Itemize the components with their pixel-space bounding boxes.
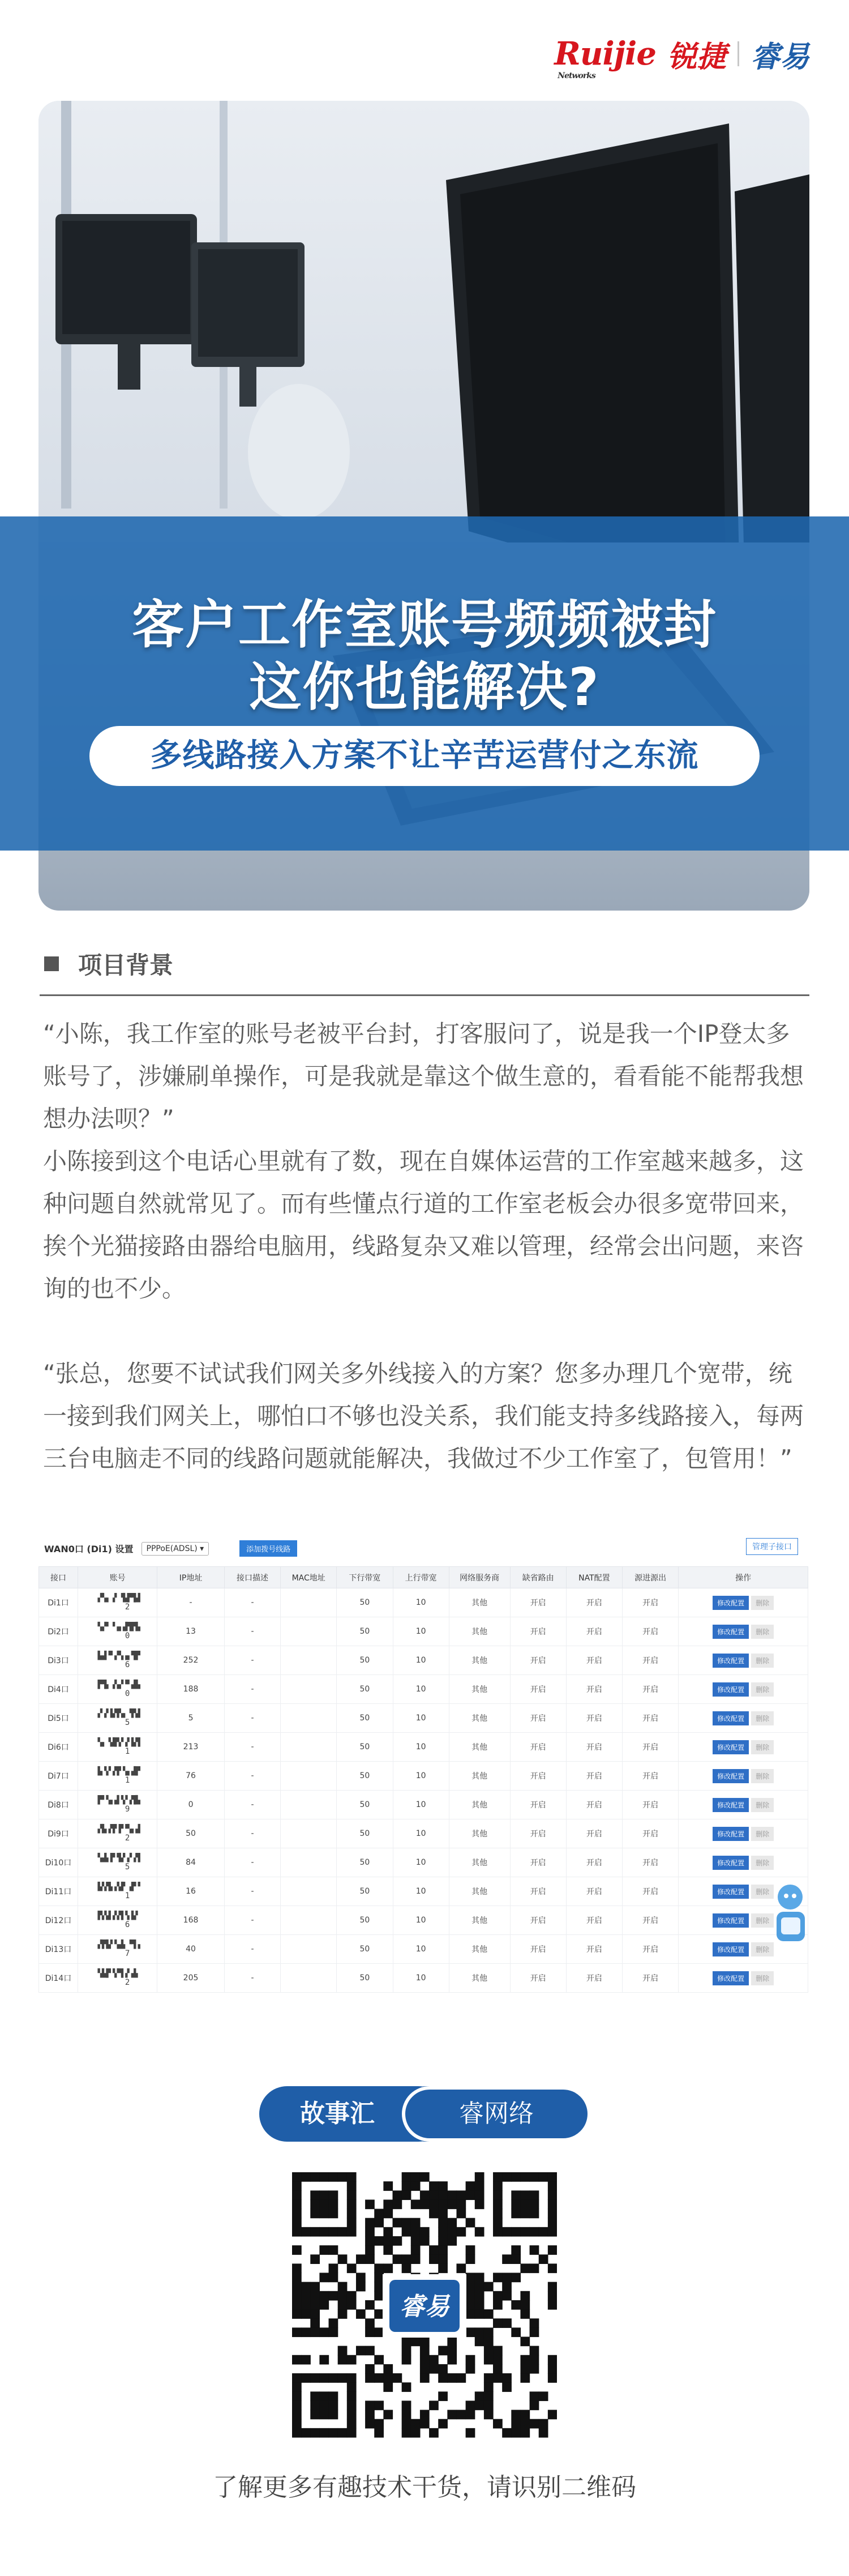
route-cell: 开启 <box>510 1588 566 1617</box>
uplink-cell: 10 <box>393 1588 449 1617</box>
table-row <box>39 1617 808 1646</box>
router-config-panel <box>38 1533 808 2026</box>
brand-cn: 锐捷 <box>667 40 726 74</box>
src-cell: 开启 <box>623 1906 679 1935</box>
mac-cell <box>281 1675 337 1704</box>
isp-cell: 其他 <box>449 1704 510 1733</box>
hero-subtitle: 多线路接入方案不让辛苦运营付之东流 <box>89 726 760 786</box>
nat-cell: 开启 <box>566 1935 622 1964</box>
src-cell: 开启 <box>623 1646 679 1675</box>
mac-cell <box>281 1646 337 1675</box>
router-toolbar <box>44 1540 297 1557</box>
isp-cell: 其他 <box>449 1762 510 1791</box>
table-row <box>39 1646 808 1675</box>
isp-cell: 其他 <box>449 1819 510 1848</box>
table-row <box>39 1675 808 1704</box>
square-bullet-icon <box>44 956 59 971</box>
ip-cell: 213 <box>157 1733 225 1762</box>
account-masked: ▞▛▙▘▚▟▖▝▜▗ <box>97 1940 140 1949</box>
account-cell <box>78 1935 157 1964</box>
nat-cell: 开启 <box>566 1588 622 1617</box>
interface-table <box>38 1566 808 1993</box>
tab-network[interactable]: 睿网络 <box>402 2086 591 2142</box>
action-cell <box>679 1762 808 1791</box>
ip-cell: 40 <box>157 1935 225 1964</box>
uplink-cell: 10 <box>393 1935 449 1964</box>
account-cell <box>78 1848 157 1877</box>
src-cell: 开启 <box>623 1935 679 1964</box>
downlink-cell: 50 <box>337 1819 393 1848</box>
account-tail: 0 <box>125 1689 130 1698</box>
src-cell: 开启 <box>623 1791 679 1819</box>
account-tail: 1 <box>125 1747 130 1756</box>
desc-cell: - <box>224 1675 280 1704</box>
nat-cell: 开启 <box>566 1791 622 1819</box>
story-paragraph-3: “张总，您要不试试我们网关多外线接入的方案？您多办理几个宽带，统一接到我们网关上，哪怕口不够也没关系，我们能支持多线路接入，每两三台电脑走不同的线路问题就能解决，我做过不少工作室了，包管用！” <box>43 1360 804 1472</box>
action-cell <box>679 1617 808 1646</box>
src-cell: 开启 <box>623 1588 679 1617</box>
table-row <box>39 1935 808 1964</box>
edit-config-button[interactable]: 修改配置 <box>713 1827 749 1841</box>
account-tail: 7 <box>125 1949 130 1958</box>
isp-cell: 其他 <box>449 1964 510 1993</box>
nat-cell: 开启 <box>566 1646 622 1675</box>
account-cell <box>78 1906 157 1935</box>
src-cell: 开启 <box>623 1964 679 1993</box>
port-cell: Di13口 <box>39 1935 78 1964</box>
account-cell <box>78 1588 157 1617</box>
ip-cell: 252 <box>157 1646 225 1675</box>
logo-divider <box>737 41 739 66</box>
route-cell: 开启 <box>510 1877 566 1906</box>
product-cn: 睿易 <box>750 40 809 74</box>
table-row <box>39 1848 808 1877</box>
isp-cell: 其他 <box>449 1617 510 1646</box>
mac-cell <box>281 1617 337 1646</box>
action-cell <box>679 1848 808 1877</box>
hero-title-line1: 客户工作室账号频频被封 <box>131 595 717 655</box>
table-row <box>39 1704 808 1733</box>
edit-config-button[interactable]: 修改配置 <box>713 1798 749 1812</box>
port-cell: Di11口 <box>39 1877 78 1906</box>
edit-config-button[interactable]: 修改配置 <box>713 1971 749 1985</box>
mac-cell <box>281 1848 337 1877</box>
downlink-cell: 50 <box>337 1791 393 1819</box>
account-tail: 6 <box>125 1920 130 1929</box>
manage-subinterface-button[interactable]: 管理子接口 <box>746 1538 798 1555</box>
edit-config-button[interactable]: 修改配置 <box>713 1856 749 1870</box>
wan-label: WAN0口 (Di1) 设置 <box>44 1544 134 1554</box>
mac-cell <box>281 1762 337 1791</box>
uplink-cell: 10 <box>393 1877 449 1906</box>
port-cell: Di6口 <box>39 1733 78 1762</box>
route-cell: 开启 <box>510 1964 566 1993</box>
delete-button[interactable]: 删除 <box>751 1885 774 1899</box>
account-cell <box>78 1791 157 1819</box>
nat-cell: 开启 <box>566 1848 622 1877</box>
edit-config-button[interactable]: 修改配置 <box>713 1942 749 1956</box>
section-divider <box>40 994 809 996</box>
nat-cell: 开启 <box>566 1906 622 1935</box>
ip-cell: 205 <box>157 1964 225 1993</box>
downlink-cell: 50 <box>337 1964 393 1993</box>
delete-button[interactable]: 删除 <box>751 1827 774 1841</box>
port-cell: Di10口 <box>39 1848 78 1877</box>
ip-cell: 16 <box>157 1877 225 1906</box>
port-cell: Di7口 <box>39 1762 78 1791</box>
table-header <box>39 1567 808 1588</box>
mode-select[interactable]: PPPoE(ADSL) ▾ <box>142 1542 209 1556</box>
isp-cell: 其他 <box>449 1646 510 1675</box>
port-cell: Di2口 <box>39 1617 78 1646</box>
account-masked: ▚▞▘▝▗▖▟▜▛▙ <box>97 1622 140 1631</box>
downlink-cell: 50 <box>337 1675 393 1704</box>
delete-button[interactable]: 删除 <box>751 1654 774 1668</box>
column-header: 操作 <box>679 1567 808 1588</box>
account-cell <box>78 1819 157 1848</box>
account-masked: ▙▚▜▖▞▟▘▗▛▝ <box>97 1882 140 1891</box>
isp-cell: 其他 <box>449 1848 510 1877</box>
account-cell <box>78 1733 157 1762</box>
downlink-cell: 50 <box>337 1588 393 1617</box>
isp-cell: 其他 <box>449 1791 510 1819</box>
action-cell <box>679 1646 808 1675</box>
route-cell: 开启 <box>510 1704 566 1733</box>
uplink-cell: 10 <box>393 1646 449 1675</box>
nat-cell: 开启 <box>566 1617 622 1646</box>
table-row <box>39 1791 808 1819</box>
desc-cell: - <box>224 1877 280 1906</box>
account-tail: 0 <box>125 1631 130 1641</box>
delete-button[interactable]: 删除 <box>751 1856 774 1870</box>
delete-button[interactable]: 删除 <box>751 1625 774 1639</box>
ip-cell: 5 <box>157 1704 225 1733</box>
desc-cell: - <box>224 1906 280 1935</box>
account-masked: ▚▖▝▟▛▞▗▘▙▜ <box>97 1738 140 1747</box>
route-cell: 开启 <box>510 1848 566 1877</box>
nat-cell: 开启 <box>566 1733 622 1762</box>
delete-button[interactable]: 删除 <box>751 1769 774 1783</box>
account-tail: 5 <box>125 1862 130 1872</box>
ip-cell: 76 <box>157 1762 225 1791</box>
mac-cell <box>281 1964 337 1993</box>
account-cell <box>78 1762 157 1791</box>
column-header: 上行带宽 <box>393 1567 449 1588</box>
port-cell: Di5口 <box>39 1704 78 1733</box>
isp-cell: 其他 <box>449 1906 510 1935</box>
action-cell <box>679 1704 808 1733</box>
desc-cell: - <box>224 1733 280 1762</box>
edit-config-button[interactable]: 修改配置 <box>713 1596 749 1610</box>
ruijie-logo <box>554 34 809 80</box>
edit-config-button[interactable]: 修改配置 <box>713 1885 749 1899</box>
isp-cell: 其他 <box>449 1935 510 1964</box>
downlink-cell: 50 <box>337 1617 393 1646</box>
downlink-cell: 50 <box>337 1935 393 1964</box>
account-tail: 9 <box>125 1805 130 1814</box>
desc-cell: - <box>224 1762 280 1791</box>
account-masked: ▞▚▖▗▘▝▙▛▜▟ <box>97 1594 140 1603</box>
uplink-cell: 10 <box>393 1848 449 1877</box>
downlink-cell: 50 <box>337 1762 393 1791</box>
ip-cell: 13 <box>157 1617 225 1646</box>
qr-logo-text: 睿易 <box>400 2292 449 2321</box>
column-header: 账号 <box>78 1567 157 1588</box>
src-cell: 开启 <box>623 1675 679 1704</box>
action-cell <box>679 1675 808 1704</box>
delete-button[interactable]: 删除 <box>751 1798 774 1812</box>
downlink-cell: 50 <box>337 1906 393 1935</box>
section-heading-label: 项目背景 <box>78 951 174 979</box>
desc-cell: - <box>224 1935 280 1964</box>
account-tail: 2 <box>125 1834 130 1843</box>
table-row <box>39 1588 808 1617</box>
assistant-robot-icon[interactable] <box>769 1880 808 1948</box>
delete-button[interactable]: 删除 <box>751 1971 774 1985</box>
table-body <box>39 1588 808 1993</box>
desc-cell: - <box>224 1964 280 1993</box>
uplink-cell: 10 <box>393 1762 449 1791</box>
column-header: NAT配置 <box>566 1567 622 1588</box>
table-row <box>39 1906 808 1935</box>
story-paragraph-2: 小陈接到这个电话心里就有了数，现在自媒体运营的工作室越来越多，这种问题自然就常见了。而有些懂点行道的工作室老板会办很多宽带回来，挨个光猫接路由器给电脑用，线路复杂又难以管理，经常会出问题，来咨询的也不少。 <box>43 1147 804 1302</box>
account-cell <box>78 1877 157 1906</box>
delete-button[interactable]: 删除 <box>751 1740 774 1754</box>
action-cell <box>679 1733 808 1762</box>
qr-code[interactable] <box>292 2172 557 2438</box>
table-row <box>39 1819 808 1848</box>
qr-caption: 了解更多有趣技术干货，请识别二维码 <box>213 2473 636 2502</box>
account-cell <box>78 1964 157 1993</box>
mac-cell <box>281 1906 337 1935</box>
account-masked: ▙▟▝▘▞▚▗▖▜▛ <box>97 1651 140 1660</box>
account-masked: ▞▙▗▜▘▛▝▚▖▟ <box>97 1825 140 1834</box>
mac-cell <box>281 1733 337 1762</box>
edit-config-button[interactable]: 修改配置 <box>713 1913 749 1928</box>
src-cell: 开启 <box>623 1819 679 1848</box>
account-masked: ▛▘▚▖▟▝▞▗▜▙ <box>97 1796 140 1805</box>
nat-cell: 开启 <box>566 1762 622 1791</box>
route-cell: 开启 <box>510 1791 566 1819</box>
edit-config-button[interactable]: 修改配置 <box>713 1769 749 1783</box>
port-cell: Di8口 <box>39 1791 78 1819</box>
desc-cell: - <box>224 1704 280 1733</box>
uplink-cell: 10 <box>393 1733 449 1762</box>
account-masked: ▚▟▖▛▝▙▘▞▗▜ <box>97 1853 140 1862</box>
downlink-cell: 50 <box>337 1733 393 1762</box>
port-cell: Di12口 <box>39 1906 78 1935</box>
action-cell <box>679 1819 808 1848</box>
account-masked: ▛▜▖▗▚▞▝▘▟▙ <box>97 1680 140 1689</box>
tab-story[interactable]: 故事汇 <box>259 2086 446 2142</box>
brand-sub: Networks <box>558 71 595 80</box>
column-header: 接口描述 <box>224 1567 280 1588</box>
action-cell <box>679 1791 808 1819</box>
footer-tabs <box>259 2086 591 2142</box>
column-header: MAC地址 <box>281 1567 337 1588</box>
route-cell: 开启 <box>510 1617 566 1646</box>
account-tail: 1 <box>125 1891 130 1900</box>
route-cell: 开启 <box>510 1733 566 1762</box>
src-cell: 开启 <box>623 1617 679 1646</box>
account-cell <box>78 1704 157 1733</box>
column-header: 缺省路由 <box>510 1567 566 1588</box>
nat-cell: 开启 <box>566 1704 622 1733</box>
route-cell: 开启 <box>510 1935 566 1964</box>
src-cell: 开启 <box>623 1762 679 1791</box>
table-row <box>39 1964 808 1993</box>
delete-button[interactable]: 删除 <box>751 1711 774 1725</box>
mac-cell <box>281 1877 337 1906</box>
story-paragraph-1: “小陈，我工作室的账号老被平台封，打客服问了，说是我一个IP登太多账号了，涉嫌刷单操作，可是我就是靠这个做生意的，看看能不能帮我想想办法呗？” <box>43 1020 804 1133</box>
account-cell <box>78 1646 157 1675</box>
downlink-cell: 50 <box>337 1704 393 1733</box>
ip-cell: 168 <box>157 1906 225 1935</box>
route-cell: 开启 <box>510 1819 566 1848</box>
nat-cell: 开启 <box>566 1964 622 1993</box>
desc-cell: - <box>224 1588 280 1617</box>
mac-cell <box>281 1819 337 1848</box>
account-masked: ▞▗▘▙▜▚▖▝▛▟ <box>97 1709 140 1718</box>
table-row <box>39 1733 808 1762</box>
mac-cell <box>281 1704 337 1733</box>
account-masked: ▚▙▛▝▞▜▗▘▟▖ <box>97 1969 140 1978</box>
edit-config-button[interactable]: 修改配置 <box>713 1625 749 1639</box>
route-cell: 开启 <box>510 1675 566 1704</box>
brand-latin <box>554 35 656 80</box>
delete-button[interactable]: 删除 <box>751 1913 774 1928</box>
column-header: IP地址 <box>157 1567 225 1588</box>
desc-cell: - <box>224 1617 280 1646</box>
src-cell: 开启 <box>623 1877 679 1906</box>
section-heading <box>44 947 173 981</box>
route-cell: 开启 <box>510 1762 566 1791</box>
route-cell: 开启 <box>510 1906 566 1935</box>
edit-config-button[interactable]: 修改配置 <box>713 1654 749 1668</box>
desc-cell: - <box>224 1791 280 1819</box>
uplink-cell: 10 <box>393 1675 449 1704</box>
isp-cell: 其他 <box>449 1877 510 1906</box>
delete-button[interactable]: 删除 <box>751 1682 774 1697</box>
hero-title-line2: 这你也能解决? <box>249 657 600 717</box>
column-header: 源进源出 <box>623 1567 679 1588</box>
column-header: 网络服务商 <box>449 1567 510 1588</box>
port-cell: Di3口 <box>39 1646 78 1675</box>
nat-cell: 开启 <box>566 1819 622 1848</box>
src-cell: 开启 <box>623 1848 679 1877</box>
nat-cell: 开启 <box>566 1877 622 1906</box>
delete-button[interactable]: 删除 <box>751 1942 774 1956</box>
edit-config-button[interactable]: 修改配置 <box>713 1682 749 1697</box>
uplink-cell: 10 <box>393 1819 449 1848</box>
downlink-cell: 50 <box>337 1877 393 1906</box>
desc-cell: - <box>224 1848 280 1877</box>
downlink-cell: 50 <box>337 1848 393 1877</box>
account-masked: ▛▞▟▗▚▜▝▖▙▘ <box>97 1911 140 1920</box>
port-cell: Di1口 <box>39 1588 78 1617</box>
mac-cell <box>281 1935 337 1964</box>
port-cell: Di4口 <box>39 1675 78 1704</box>
ip-cell: 0 <box>157 1791 225 1819</box>
downlink-cell: 50 <box>337 1646 393 1675</box>
uplink-cell: 10 <box>393 1906 449 1935</box>
account-tail: 5 <box>125 1718 130 1727</box>
column-header: 下行带宽 <box>337 1567 393 1588</box>
nat-cell: 开启 <box>566 1675 622 1704</box>
account-tail: 6 <box>125 1660 130 1669</box>
ip-cell: - <box>157 1588 225 1617</box>
uplink-cell: 10 <box>393 1617 449 1646</box>
action-cell <box>679 1964 808 1993</box>
ip-cell: 188 <box>157 1675 225 1704</box>
table-row <box>39 1762 808 1791</box>
ip-cell: 50 <box>157 1819 225 1848</box>
mac-cell <box>281 1588 337 1617</box>
desc-cell: - <box>224 1819 280 1848</box>
ip-cell: 84 <box>157 1848 225 1877</box>
src-cell: 开启 <box>623 1733 679 1762</box>
delete-button[interactable]: 删除 <box>751 1596 774 1610</box>
account-tail: 2 <box>125 1978 130 1987</box>
port-cell: Di9口 <box>39 1819 78 1848</box>
desc-cell: - <box>224 1646 280 1675</box>
action-cell <box>679 1588 808 1617</box>
column-header: 接口 <box>39 1567 78 1588</box>
add-line-button[interactable]: 添加拨号线路 <box>239 1540 297 1557</box>
uplink-cell: 10 <box>393 1964 449 1993</box>
isp-cell: 其他 <box>449 1733 510 1762</box>
account-cell <box>78 1617 157 1646</box>
account-tail: 2 <box>125 1603 130 1612</box>
account-masked: ▙▝▞▗▜▘▚▖▟▛ <box>97 1767 140 1776</box>
uplink-cell: 10 <box>393 1704 449 1733</box>
uplink-cell: 10 <box>393 1791 449 1819</box>
edit-config-button[interactable]: 修改配置 <box>713 1740 749 1754</box>
account-tail: 1 <box>125 1776 130 1785</box>
isp-cell: 其他 <box>449 1675 510 1704</box>
brand-latin-text: Ruijie <box>554 35 656 72</box>
route-cell: 开启 <box>510 1646 566 1675</box>
edit-config-button[interactable]: 修改配置 <box>713 1711 749 1725</box>
isp-cell: 其他 <box>449 1588 510 1617</box>
port-cell: Di14口 <box>39 1964 78 1993</box>
src-cell: 开启 <box>623 1704 679 1733</box>
mac-cell <box>281 1791 337 1819</box>
account-cell <box>78 1675 157 1704</box>
table-row <box>39 1877 808 1906</box>
